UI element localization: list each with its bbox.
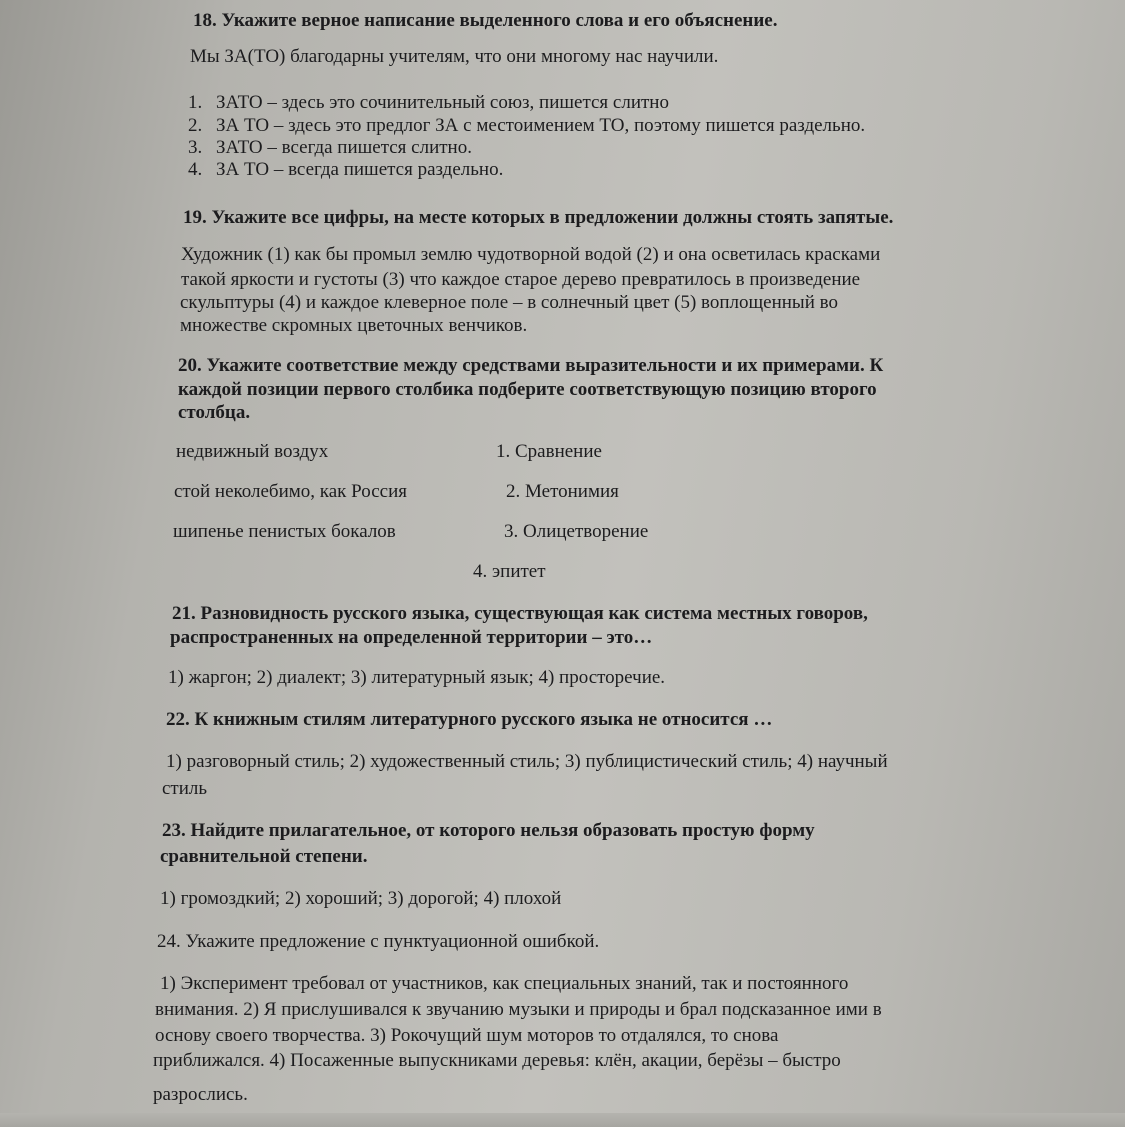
q19-title: 19. Укажите все цифры, на месте которых в предложении должны стоять запятые. <box>183 207 894 228</box>
q20-left-item: стой неколебимо, как Россия <box>174 481 407 502</box>
q22-title: 22. К книжным стилям литературного русского языка не относится … <box>166 709 773 730</box>
q23-title-line: сравнительной степени. <box>160 846 368 867</box>
q22-answer-line: стиль <box>162 778 208 799</box>
q19-line: скульптуры (4) и каждое клеверное поле – в солнечный цвет (5) воплощенный во <box>180 292 838 313</box>
q20-title-line: 20. Укажите соответствие между средствами выразительности и их примерами. К <box>178 355 884 376</box>
q20-title-line: каждой позиции первого столбика подберите соответствующую позицию второго <box>178 379 877 400</box>
q22-answer-line: 1) разговорный стиль; 2) художественный стиль; 3) публицистический стиль; 4) научный <box>166 751 888 772</box>
q24-line: приближался. 4) Посаженные выпускниками деревья: клён, акации, берёзы – быстро <box>153 1050 841 1071</box>
q18-option-2: 2. ЗА ТО – здесь это предлог ЗА с местоимением ТО, поэтому пишется раздельно. <box>188 115 866 136</box>
q24-line: внимания. 2) Я прислушивался к звучанию музыки и природы и брал подсказанное ими в <box>155 999 882 1020</box>
q18-option-4: 4. ЗА ТО – всегда пишется раздельно. <box>188 159 504 180</box>
page-bottom-edge <box>0 1113 1125 1127</box>
q23-answers: 1) громоздкий; 2) хороший; 3) дорогой; 4) плохой <box>160 888 562 909</box>
q19-line: множестве скромных цветочных венчиков. <box>180 315 528 336</box>
q24-title: 24. Укажите предложение с пунктуационной ошибкой. <box>157 931 600 952</box>
q18-option-3: 3. ЗАТО – всегда пишется слитно. <box>188 137 472 158</box>
q20-right-item: 4. эпитет <box>473 561 546 582</box>
q18-option-1: 1. ЗАТО – здесь это сочинительный союз, пишется слитно <box>188 92 669 113</box>
q18-sentence: Мы ЗА(ТО) благодарны учителям, что они многому нас научили. <box>190 46 719 67</box>
q24-line: основу своего творчества. 3) Рокочущий шум моторов то отдалялся, то снова <box>155 1025 779 1046</box>
q20-right-item: 1. Сравнение <box>496 441 602 462</box>
q20-right-item: 2. Метонимия <box>506 481 619 502</box>
q24-line: разрослись. <box>153 1084 248 1105</box>
q19-line: Художник (1) как бы промыл землю чудотворной водой (2) и она осветилась красками <box>181 244 881 265</box>
q19-line: такой яркости и густоты (3) что каждое старое дерево превратилось в произведение <box>181 269 861 290</box>
q20-left-item: недвижный воздух <box>176 441 329 462</box>
q21-title-line: распространенных на определенной территории – это… <box>170 627 653 648</box>
q21-title-line: 21. Разновидность русского языка, существующая как система местных говоров, <box>172 603 868 624</box>
q20-title-line: столбца. <box>178 402 251 423</box>
q20-left-item: шипенье пенистых бокалов <box>173 521 396 542</box>
q24-line: 1) Эксперимент требовал от участников, как специальных знаний, так и постоянного <box>160 973 849 994</box>
q23-title-line: 23. Найдите прилагательное, от которого нельзя образовать простую форму <box>162 820 815 841</box>
q18-title: 18. Укажите верное написание выделенного слова и его объяснение. <box>193 10 778 31</box>
q20-right-item: 3. Олицетворение <box>504 521 649 542</box>
q21-answers: 1) жаргон; 2) диалект; 3) литературный язык; 4) просторечие. <box>168 667 666 688</box>
